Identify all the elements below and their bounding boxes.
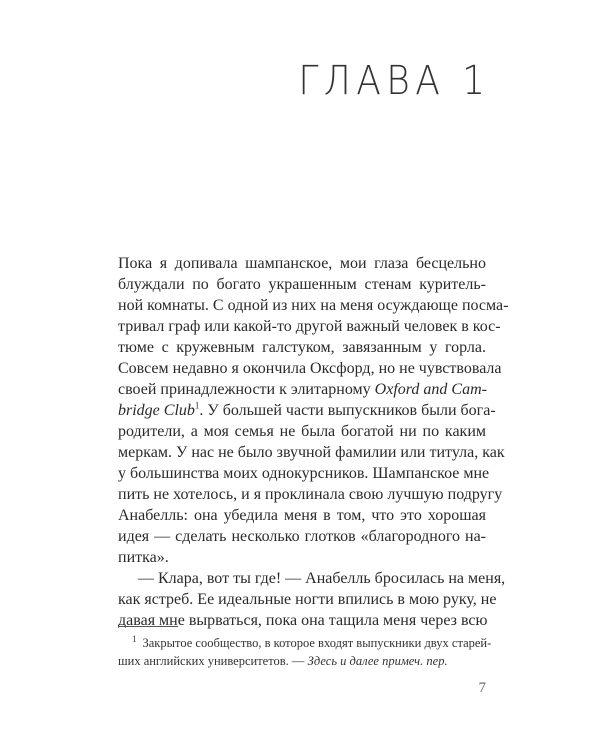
text-line: идея — сделать несколько глотков «благородного на- (118, 528, 486, 545)
text-line: родители, а моя семья не была богатой ни по каким (118, 423, 486, 440)
text-line: ной комнаты. С одной из них на меня осуждающе посма- (118, 297, 509, 314)
body-text (118, 253, 509, 631)
text-line: пить не хотелось, и я проклинала свою лучшую подругу (118, 486, 503, 503)
text-fragment: . У большей части выпускников были бога- (199, 402, 496, 419)
footnote-line (118, 630, 492, 652)
footnote (118, 630, 492, 670)
footnote-line (118, 652, 486, 670)
club-name-part-a: Oxford and Cam- (374, 381, 487, 398)
text-line: как ястреб. Ее идеальные ногти впились в мою руку, не (118, 591, 497, 608)
text-line: у большинства моих однокурсников. Шампанское мне (118, 465, 490, 482)
text-line: Пока я допивала шампанское, мои глаза бесцельно (118, 255, 486, 272)
text-line (118, 400, 496, 421)
text-line: питка». (118, 549, 169, 566)
footnote-translator-note: Здесь и далее примеч. пер. (307, 654, 448, 669)
footnote-divider (118, 626, 178, 627)
text-line: — Клара, вот ты где! — Анабелль бросилась на меня, (138, 570, 506, 587)
text-line: меркам. У нас не было звучной фамилии или титула, как (118, 444, 505, 461)
text-line: тривал граф или какой-то другой важный человек в кос- (118, 318, 501, 335)
footnote-text: Закрытое сообщество, в которое входят выпускники двух старей- (142, 636, 492, 651)
club-name-part-b: bridge Club (118, 402, 195, 419)
text-line (118, 379, 486, 400)
text-line: Совсем недавно я окончила Оксфорд, но не чувствовала (118, 360, 502, 377)
chapter-title: ГЛАВА 1 (297, 58, 490, 104)
text-line: давая мне вырваться, пока она тащила меня через всю (118, 612, 488, 629)
text-line: тюме с кружевным галстуком, завязанным у горла. (118, 339, 486, 356)
footnote-marker: 1 (194, 400, 200, 411)
page-number: 7 (478, 680, 486, 696)
footnote-text: ших английских университетов. — (118, 654, 305, 669)
footnote-number: 1 (132, 634, 137, 644)
text-line: блуждали по богато украшенным стенам куритель- (118, 276, 486, 293)
text-fragment: своей принадлежности к элитарному (118, 381, 371, 398)
text-line: Анабелль: она убедила меня в том, что это хорошая (118, 507, 486, 524)
